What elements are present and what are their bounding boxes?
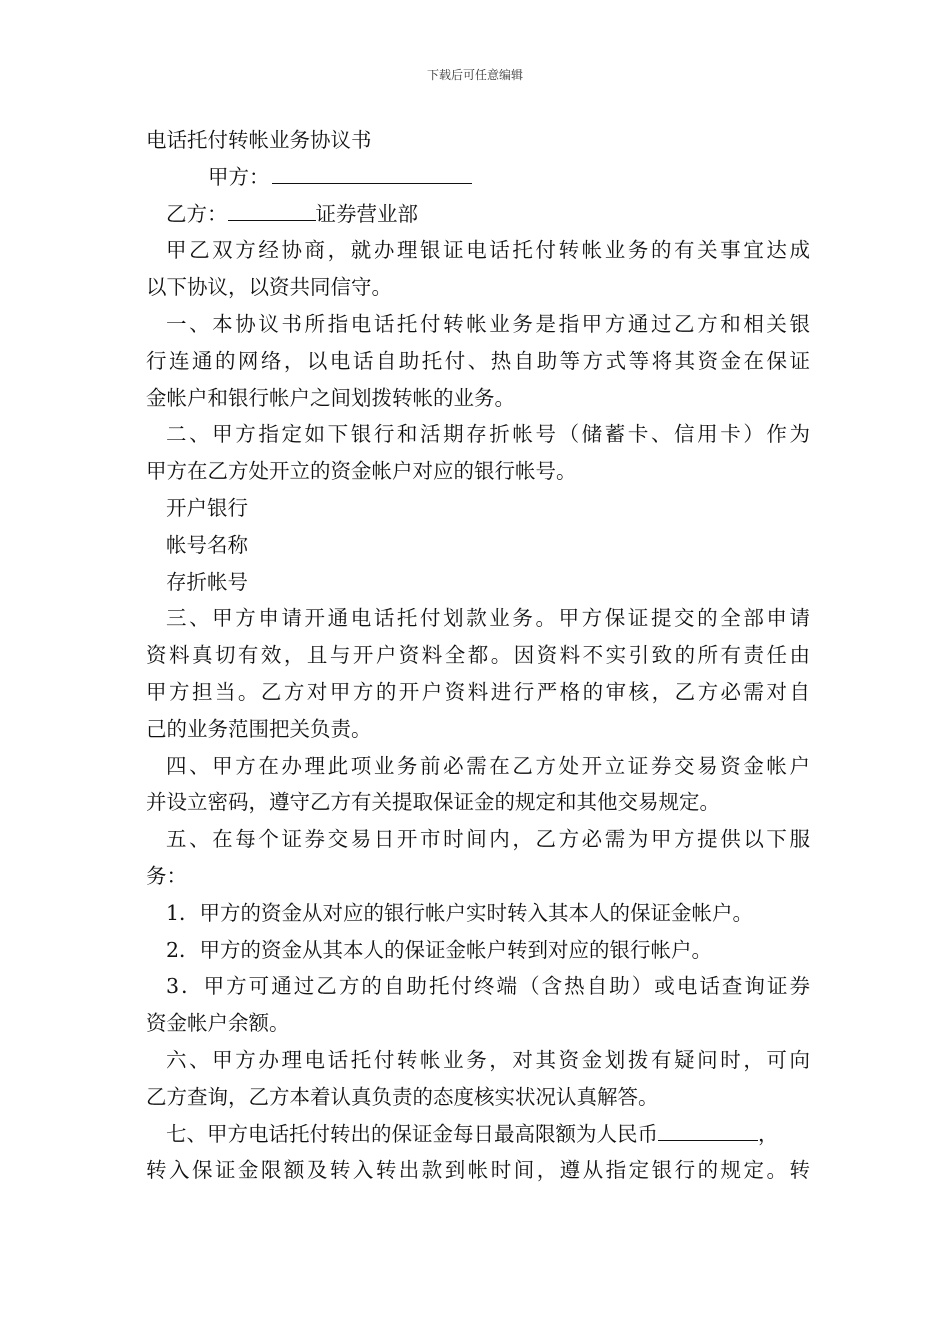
clause-1-line: 一、本协议书所指电话托付转帐业务是指甲方通过乙方和相关银 <box>166 311 810 336</box>
account-name-field-label: 帐号名称 <box>166 532 248 557</box>
clause-3-line: 三、甲方申请开通电话托付划款业务。甲方保证提交的全部申请 <box>166 606 810 631</box>
clause-2-line: 甲方在乙方处开立的资金帐户对应的银行帐号。 <box>146 459 577 484</box>
clause-7-text: 七、甲方电话托付转出的保证金每日最高限额为人民币 <box>166 1121 658 1146</box>
party-b-line <box>146 196 810 233</box>
party-a-label: 甲方： <box>208 164 270 189</box>
clause-6-line: 乙方查询，乙方本着认真负责的态度核实状况认真解答。 <box>146 1084 659 1109</box>
clause-7-line: 转入保证金限额及转入转出款到帐时间，遵从指定银行的规定。转 <box>146 1158 810 1183</box>
document-body <box>146 122 810 1189</box>
party-a-blank <box>272 161 472 184</box>
clause-1-line: 金帐户和银行帐户之间划拨转帐的业务。 <box>146 385 515 410</box>
party-a-line <box>146 159 810 196</box>
clause-5-line: 五、在每个证券交易日开市时间内，乙方必需为甲方提供以下服 <box>166 827 810 852</box>
clause-7-comma: ， <box>758 1121 779 1146</box>
limit-amount-blank <box>658 1118 758 1141</box>
clause-7-line <box>146 1116 810 1153</box>
intro-line: 甲乙双方经协商，就办理银证电话托付转帐业务的有关事宜达成 <box>166 238 810 263</box>
document-title: 电话托付转帐业务协议书 <box>146 128 372 152</box>
clause-3-line: 己的业务范围把关负责。 <box>146 716 372 741</box>
clause-4-line: 四、甲方在办理此项业务前必需在乙方处开立证券交易资金帐户 <box>166 753 810 778</box>
header-note: 下载后可任意编辑 <box>426 68 523 82</box>
passbook-field-label: 存折帐号 <box>166 569 248 594</box>
bank-field-label: 开户银行 <box>166 495 248 520</box>
party-b-blank <box>228 198 316 221</box>
clause-1-line: 行连通的网络，以电话自助托付、热自助等方式等将其资金在保证 <box>146 348 810 373</box>
intro-line: 以下协议，以资共同信守。 <box>146 275 392 300</box>
service-item-3: 资金帐户余额。 <box>146 1011 290 1036</box>
service-item-3: 3．甲方可通过乙方的自助托付终端（含热自助）或电话查询证券 <box>166 974 810 999</box>
service-item-1: 1．甲方的资金从对应的银行帐户实时转入其本人的保证金帐户。 <box>166 900 754 925</box>
clause-6-line: 六、甲方办理电话托付转帐业务，对其资金划拨有疑问时，可向 <box>166 1047 810 1072</box>
clause-5-line: 务： <box>146 863 187 888</box>
clause-3-line: 资料真切有效，且与开户资料全都。因资料不实引致的所有责任由 <box>146 643 810 668</box>
service-item-2: 2．甲方的资金从其本人的保证金帐户转到对应的银行帐户。 <box>166 937 713 962</box>
clause-3-line: 甲方担当。乙方对甲方的开户资料进行严格的审核，乙方必需对自 <box>146 679 810 704</box>
party-b-label: 乙方： <box>166 201 228 226</box>
clause-4-line: 并设立密码，遵守乙方有关提取保证金的规定和其他交易规定。 <box>146 790 720 815</box>
clause-2-line: 二、甲方指定如下银行和活期存折帐号（储蓄卡、信用卡）作为 <box>166 422 810 447</box>
party-b-suffix: 证券营业部 <box>315 201 418 226</box>
